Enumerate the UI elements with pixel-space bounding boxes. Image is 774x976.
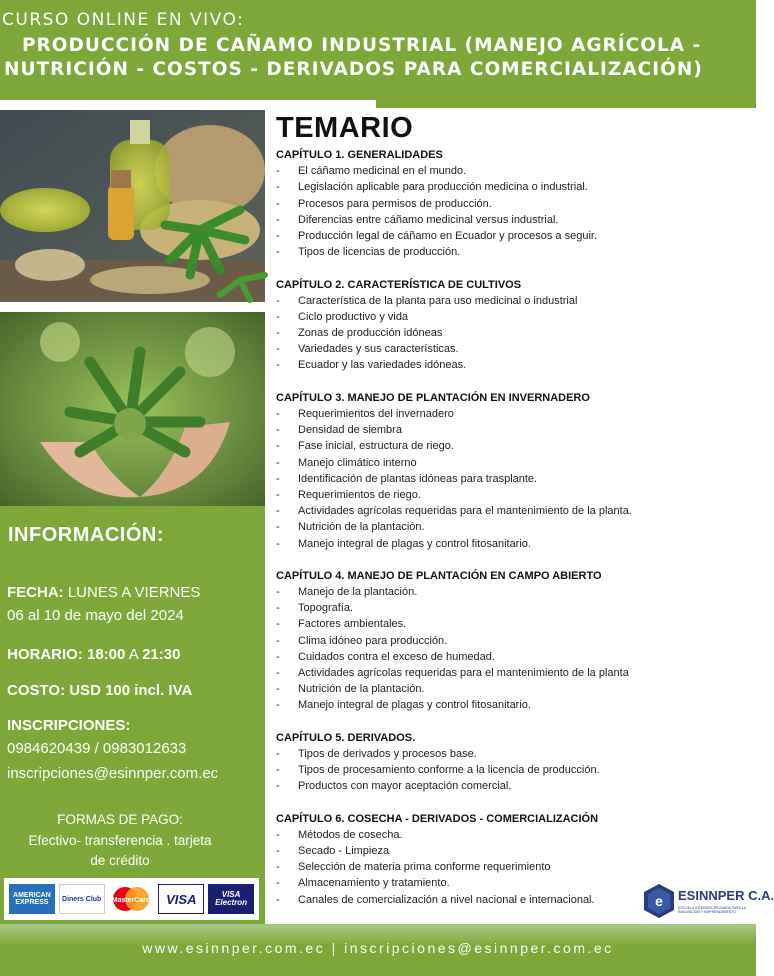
list-item: - Nutrición de la plantación. <box>276 521 425 534</box>
list-item: - Tipos de derivados y procesos base. <box>276 747 477 760</box>
svg-text:MasterCard: MasterCard <box>112 897 151 904</box>
payment-methods-line-2: de crédito <box>90 853 150 868</box>
visa-electron-card-icon: VISA Electron <box>208 884 254 914</box>
info-title: INFORMACIÓN: <box>8 524 164 546</box>
chapter-2-title: CAPÍTULO 2. CARACTERÍSTICA DE CULTIVOS <box>276 278 522 291</box>
header-subtitle: CURSO ONLINE EN VIVO: <box>2 10 245 30</box>
header-notch <box>376 100 756 108</box>
list-item: - Tipos de licencias de producción. <box>276 246 461 259</box>
amex-card-icon: AMERICAN EXPRESS <box>9 884 55 914</box>
cost-line: COSTO: USD 100 incl. IVA <box>7 682 193 699</box>
chapter-4-title: CAPÍTULO 4. MANEJO DE PLANTACIÓN EN CAMPO ABIERTO <box>276 569 602 582</box>
list-item: - Característica de la planta para uso medicinal o industrial <box>276 294 578 307</box>
diners-club-card-icon: Diners Club <box>59 884 105 914</box>
list-item: - Actividades agrícolas requeridas para el mantenimiento de la planta. <box>276 505 632 518</box>
esinnper-logo <box>644 880 774 924</box>
course-title-line-2: NUTRICIÓN - COSTOS - DERIVADOS PARA COMERCIALIZACIÓN) <box>4 59 703 80</box>
list-item: - Factores ambientales. <box>276 618 407 631</box>
card-logos <box>4 878 259 920</box>
chapter-6-title: CAPÍTULO 6. COSECHA - DERIVADOS - COMERCIALIZACIÓN <box>276 812 599 825</box>
list-item: - Canales de comercialización a nivel nacional e internacional. <box>276 893 595 906</box>
list-item: - Manejo integral de plagas y control fitosanitario. <box>276 699 531 712</box>
payment-methods-line-1: Efectivo- transferencia . tarjeta <box>28 833 212 848</box>
chapter-3-title: CAPÍTULO 3. MANEJO DE PLANTACIÓN EN INVERNADERO <box>276 391 590 404</box>
esinnper-logo-icon <box>644 884 674 918</box>
list-item: - Diferencias entre cáñamo medicinal versus industrial. <box>276 213 559 226</box>
mastercard-card-icon <box>108 884 154 914</box>
chapter-1-title: CAPÍTULO 1. GENERALIDADES <box>276 149 443 161</box>
course-title-line-1: PRODUCCIÓN DE CAÑAMO INDUSTRIAL (MANEJO AGRÍCOLA - <box>22 35 702 56</box>
info-panel <box>0 506 265 924</box>
list-item: - Legislación aplicable para producción medicina o industrial. <box>276 181 588 194</box>
footer-bar <box>0 924 756 976</box>
list-item: - Cuidados contra el exceso de humedad. <box>276 650 495 663</box>
list-item: - Ecuador y las variedades idóneas. <box>276 359 467 372</box>
syllabus-title: TEMARIO <box>276 112 414 144</box>
visa-card-icon: VISA <box>158 884 204 914</box>
hemp-oil-photo <box>0 110 265 302</box>
list-item: - Almacenamiento y tratamiento. <box>276 877 450 890</box>
date-line <box>7 584 200 601</box>
hemp-plant-hands-photo <box>0 312 265 506</box>
schedule-end: 21:30 <box>142 646 181 663</box>
list-item: - Selección de materia prima conforme requerimiento <box>276 861 551 874</box>
list-item: - Secado - Limpieza <box>276 845 390 858</box>
schedule-separator: A <box>128 646 138 663</box>
list-item: - Nutrición de la plantación. <box>276 683 425 696</box>
list-item: - El cáñamo medicinal en el mundo. <box>276 165 467 178</box>
schedule-line <box>7 646 180 663</box>
registration-label: INSCRIPCIONES: <box>7 717 131 734</box>
registration-email[interactable]: inscripciones@esinnper.com.ec <box>7 765 219 782</box>
list-item: - Tipos de procesamiento conforme a la licencia de producción. <box>276 764 600 777</box>
list-item: - Densidad de siembra <box>276 424 402 437</box>
payment-title: FORMAS DE PAGO: <box>57 812 183 827</box>
date-range: 06 al 10 de mayo del 2024 <box>7 607 184 624</box>
list-item: - Clima idóneo para producción. <box>276 634 448 647</box>
footer-contact[interactable]: www.esinnper.com.ec | inscripciones@esinnper.com.ec <box>142 940 614 956</box>
list-item: - Topografía. <box>276 602 354 615</box>
schedule-label: HORARIO: <box>7 646 83 663</box>
list-item: - Manejo integral de plagas y control fitosanitario. <box>276 537 531 550</box>
list-item: - Zonas de producción idóneas <box>276 327 443 340</box>
list-item: - Variedades y sus características. <box>276 343 459 356</box>
list-item: - Fase inicial, estructura de riego. <box>276 440 454 453</box>
header-banner <box>0 0 756 100</box>
logo-name: ESINNPER C.A. <box>678 888 774 903</box>
phone-numbers: 0984620439 / 0983012633 <box>7 740 187 757</box>
list-item: - Manejo de la plantación. <box>276 586 418 599</box>
list-item: - Producción legal de cáñamo en Ecuador y procesos a seguir. <box>276 229 598 242</box>
date-value: LUNES A VIERNES <box>67 584 201 601</box>
list-item: - Actividades agrícolas requeridas para el mantenimiento de la planta <box>276 667 629 679</box>
schedule-start: 18:00 <box>87 646 126 663</box>
list-item: - Ciclo productivo y vida <box>276 310 409 323</box>
list-item: - Manejo climático interno <box>276 456 417 469</box>
list-item: - Productos con mayor aceptación comercial. <box>276 780 512 793</box>
logo-subtitle: ESCUELA INTERDISCIPLINARIA PARA LA INNOVACIÓN Y EMPRENDIMIENTO <box>678 906 746 915</box>
list-item: - Requerimientos de riego. <box>276 488 421 501</box>
list-item: - Requerimientos del invernadero <box>276 408 454 420</box>
list-item: - Procesos para permisos de producción. <box>276 197 492 210</box>
syllabus <box>276 112 754 908</box>
chapter-5-title: CAPÍTULO 5. DERIVADOS. <box>276 731 416 744</box>
list-item: - Métodos de cosecha. <box>276 828 403 841</box>
list-item: - Identificación de plantas idóneas para trasplante. <box>276 472 538 485</box>
svg-text:e: e <box>655 893 663 909</box>
date-label: FECHA: <box>7 584 64 601</box>
